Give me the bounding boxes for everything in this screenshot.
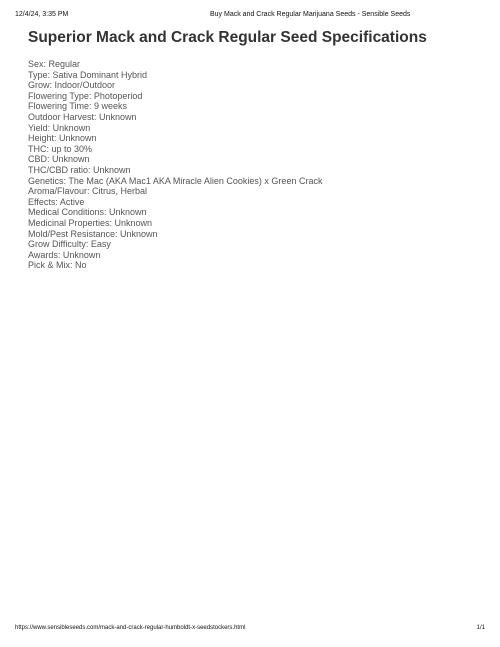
spec-flowering-type: Flowering Type: Photoperiod xyxy=(28,90,143,101)
page-title: Superior Mack and Crack Regular Seed Specifications xyxy=(28,29,427,46)
print-url: https://www.sensibleseeds.com/mack-and-crack-regular-humboldt-x-seedstockers.html xyxy=(15,625,246,631)
spec-effects: Effects: Active xyxy=(28,196,85,207)
spec-mold-pest-resistance: Mold/Pest Resistance: Unknown xyxy=(28,228,158,239)
spec-medicinal-properties: Medicinal Properties: Unknown xyxy=(28,217,153,228)
spec-thc: THC: up to 30% xyxy=(28,143,93,154)
print-footer xyxy=(15,625,485,635)
print-page-title: Buy Mack and Crack Regular Marijuana Seeds - Sensible Seeds xyxy=(210,11,411,18)
spec-type: Type: Sativa Dominant Hybrid xyxy=(28,69,148,80)
spec-aroma-flavour: Aroma/Flavour: Citrus, Herbal xyxy=(28,186,148,197)
spec-awards: Awards: Unknown xyxy=(28,249,101,260)
main-content xyxy=(28,29,480,271)
spec-yield: Yield: Unknown xyxy=(28,122,91,133)
page-number: 1/1 xyxy=(476,625,485,631)
spec-pick-and-mix: Pick & Mix: No xyxy=(28,260,87,271)
spec-list xyxy=(28,59,480,271)
spec-thc-cbd-ratio: THC/CBD ratio: Unknown xyxy=(28,164,131,175)
print-header xyxy=(15,11,485,21)
spec-outdoor-harvest: Outdoor Harvest: Unknown xyxy=(28,111,137,122)
print-datetime: 12/4/24, 3:35 PM xyxy=(15,11,69,18)
spec-flowering-time: Flowering Time: 9 weeks xyxy=(28,101,128,112)
spec-genetics: Genetics: The Mac (AKA Mac1 AKA Miracle Alien Cookies) x Green Crack xyxy=(28,175,323,186)
spec-sex: Sex: Regular xyxy=(28,59,81,69)
spec-grow: Grow: Indoor/Outdoor xyxy=(28,80,116,91)
spec-grow-difficulty: Grow Difficulty: Easy xyxy=(28,239,111,250)
spec-height: Height: Unknown xyxy=(28,133,97,144)
spec-cbd: CBD: Unknown xyxy=(28,154,90,165)
spec-medical-conditions: Medical Conditions: Unknown xyxy=(28,207,147,218)
